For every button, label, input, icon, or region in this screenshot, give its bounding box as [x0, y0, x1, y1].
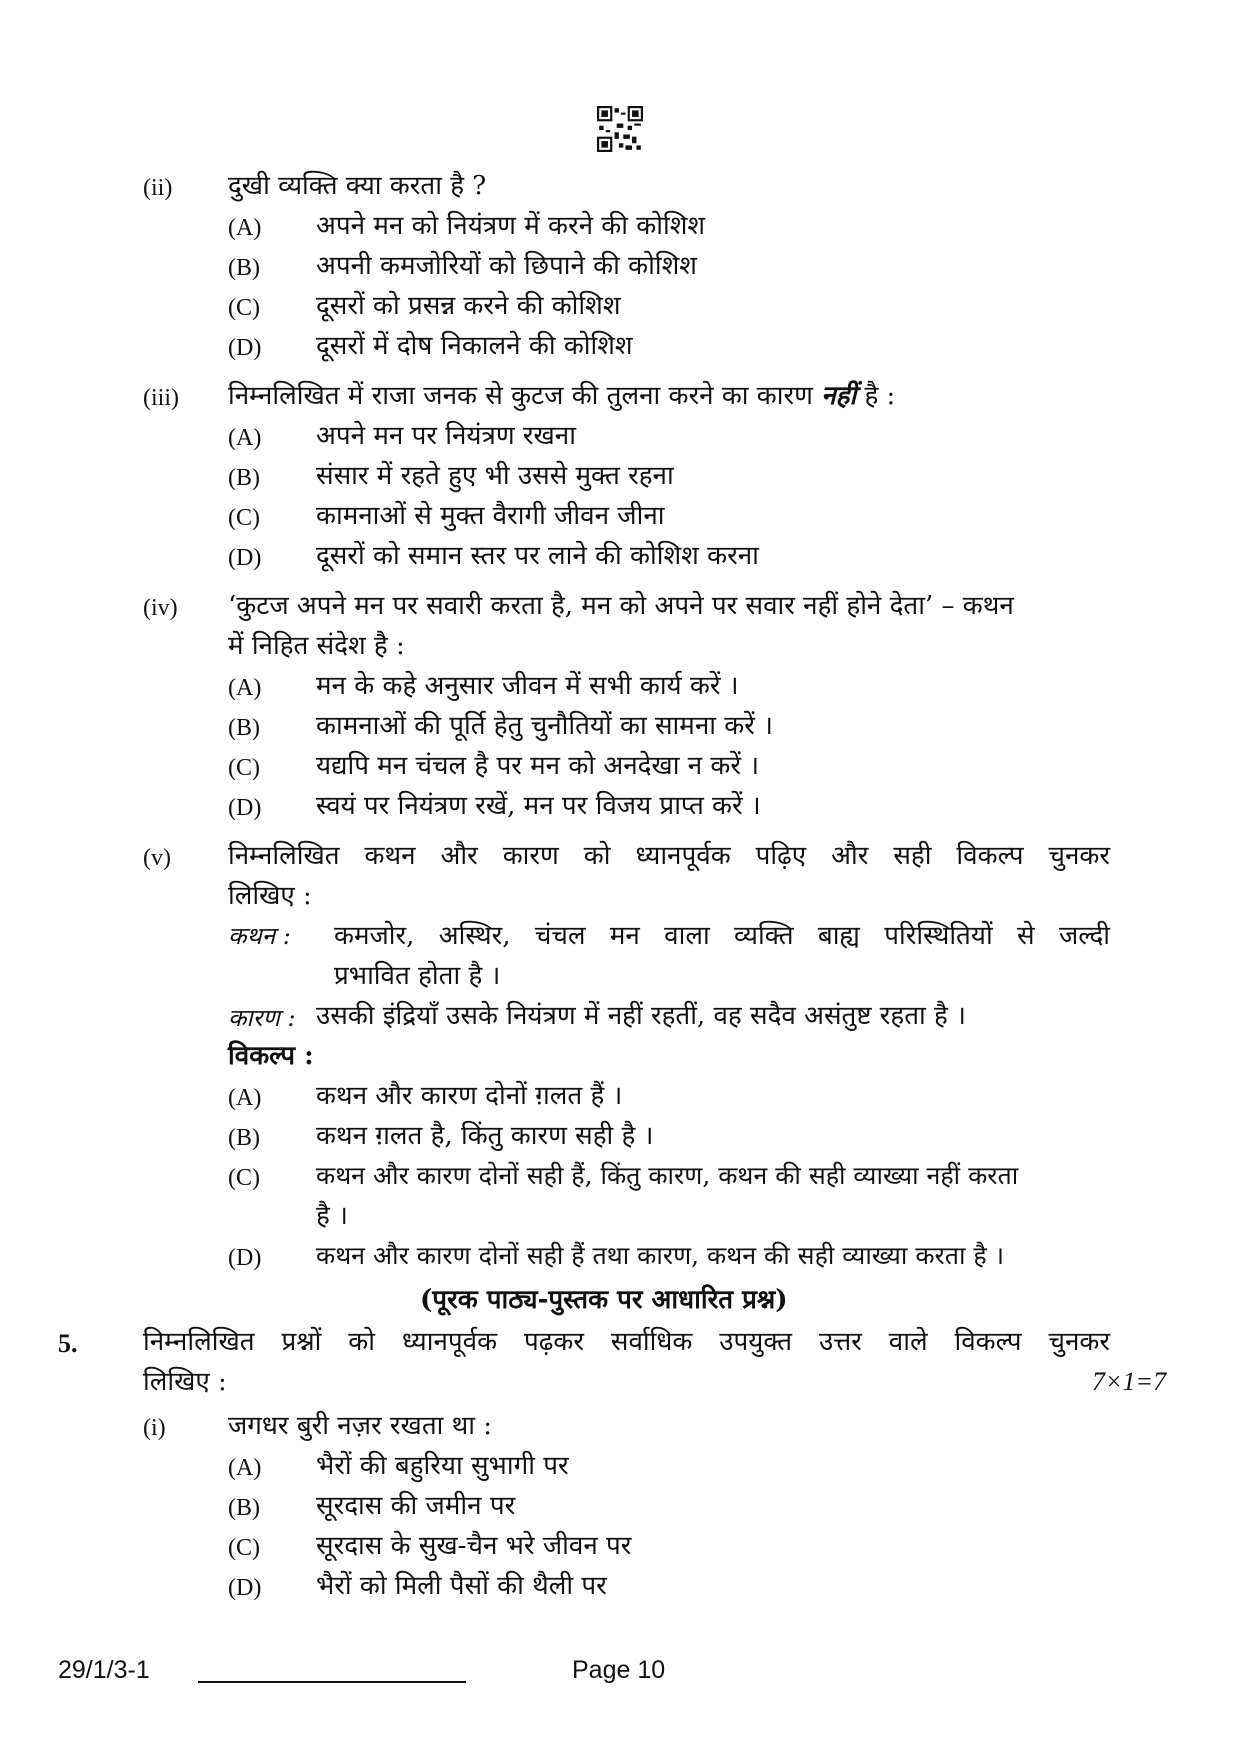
option-text: कामनाओं की पूर्ति हेतु चुनौतियों का सामना करें ।: [316, 711, 773, 741]
option-text: भैरों की बहुरिया सुभागी पर: [316, 1451, 569, 1481]
section-heading: (पूरक पाठ्य-पुस्तक पर आधारित प्रश्न): [420, 1285, 788, 1315]
option-label: (A): [228, 1455, 262, 1481]
option-label: (C): [228, 505, 260, 531]
question-number: (iv): [143, 595, 178, 621]
emphasis-text: नहीं: [821, 381, 857, 411]
option-label: (B): [228, 715, 260, 741]
marks: 7×1=7: [1092, 1367, 1167, 1396]
option-text: कथन और कारण दोनों सही हैं, किंतु कारण, कथन की सही व्याख्या नहीं करता: [316, 1161, 1019, 1190]
assertion-text: प्रभावित होता है ।: [334, 961, 501, 991]
option-text: दूसरों में दोष निकालने की कोशिश: [316, 331, 633, 361]
option-label: (A): [228, 1085, 262, 1111]
option-label: (C): [228, 755, 260, 781]
option-text: दूसरों को समान स्तर पर लाने की कोशिश करना: [316, 541, 759, 571]
assertion-label: कथन :: [228, 922, 291, 950]
question-number: (v): [143, 845, 171, 871]
option-label: (D): [228, 795, 262, 821]
option-label: (A): [228, 425, 262, 451]
question-text: दुखी व्यक्ति क्या करता है ?: [228, 171, 487, 201]
options-heading: विकल्प :: [228, 1041, 314, 1071]
option-text: अपनी कमजोरियों को छिपाने की कोशिश: [316, 251, 697, 281]
option-label: (B): [228, 1125, 260, 1151]
option-text: संसार में रहते हुए भी उससे मुक्त रहना: [316, 461, 674, 491]
option-label: (B): [228, 465, 260, 491]
qr-code-icon: [597, 106, 643, 152]
question-text: लिखिए :: [143, 1367, 227, 1397]
question-text: ‘कुटज अपने मन पर सवारी करता है, मन को अपने पर सवार नहीं होने देता’ – कथन: [228, 591, 1014, 621]
question-text-part: निम्नलिखित में राजा जनक से कुटज की तुलना करने का कारण: [228, 381, 822, 411]
option-label: (C): [228, 1535, 260, 1561]
option-label: (D): [228, 1245, 262, 1271]
question-text: में निहित संदेश है :: [228, 631, 405, 661]
option-label: (B): [228, 1495, 260, 1521]
question-text: लिखिए :: [228, 881, 312, 911]
option-text: कामनाओं से मुक्त वैरागी जीवन जीना: [316, 501, 665, 531]
option-text: सूरदास के सुख-चैन भरे जीवन पर: [316, 1531, 632, 1561]
option-label: (D): [228, 335, 262, 361]
option-text: कथन और कारण दोनों सही हैं तथा कारण, कथन की सही व्याख्या करता है ।: [316, 1241, 1005, 1270]
option-label: (C): [228, 295, 260, 321]
reason-text: उसकी इंद्रियाँ उसके नियंत्रण में नहीं रहतीं, वह सदैव असंतुष्ट रहता है ।: [316, 1001, 966, 1031]
option-text: मन के कहे अनुसार जीवन में सभी कार्य करें ।: [316, 671, 739, 701]
question-number: (i): [143, 1415, 166, 1441]
option-text: सूरदास की जमीन पर: [316, 1491, 516, 1521]
question-text: [228, 379, 895, 413]
option-text: दूसरों को प्रसन्न करने की कोशिश: [316, 291, 621, 321]
option-text: स्वयं पर नियंत्रण रखें, मन पर विजय प्राप्त करें ।: [316, 791, 761, 821]
question-text: निम्नलिखित कथन और कारण को ध्यानपूर्वक पढ़िए और सही विकल्प चुनकर: [228, 841, 1110, 871]
option-label: (B): [228, 255, 260, 281]
option-text: भैरों को मिली पैसों की थैली पर: [316, 1571, 607, 1601]
option-label: (C): [228, 1165, 260, 1191]
assertion-text: कमजोर, अस्थिर, चंचल मन वाला व्यक्ति बाह्य परिस्थितियों से जल्दी: [334, 921, 1110, 951]
page-number: Page 10: [572, 1656, 666, 1684]
option-text: यद्यपि मन चंचल है पर मन को अनदेखा न करें ।: [316, 751, 760, 781]
question-number: (iii): [143, 385, 179, 411]
option-text: कथन और कारण दोनों ग़लत हैं ।: [316, 1081, 623, 1111]
paper-code: 29/1/3-1: [58, 1656, 150, 1684]
option-text: अपने मन को नियंत्रण में करने की कोशिश: [316, 211, 706, 241]
option-text: है ।: [316, 1201, 348, 1231]
question-number: (ii): [143, 175, 173, 201]
option-label: (D): [228, 545, 262, 571]
reason-label: कारण :: [228, 1004, 296, 1032]
question-text: निम्नलिखित प्रश्नों को ध्यानपूर्वक पढ़कर सर्वाधिक उपयुक्त उत्तर वाले विकल्प चुनकर: [143, 1327, 1110, 1357]
option-label: (A): [228, 675, 262, 701]
question-text: जगधर बुरी नज़र रखता था :: [228, 1411, 493, 1441]
option-text: अपने मन पर नियंत्रण रखना: [316, 421, 576, 451]
footer-divider: [198, 1681, 466, 1683]
question-number: 5.: [58, 1329, 78, 1358]
option-text: कथन ग़लत है, किंतु कारण सही है ।: [316, 1121, 654, 1151]
question-text-part: है :: [856, 381, 896, 411]
option-label: (D): [228, 1575, 262, 1601]
option-label: (A): [228, 215, 262, 241]
